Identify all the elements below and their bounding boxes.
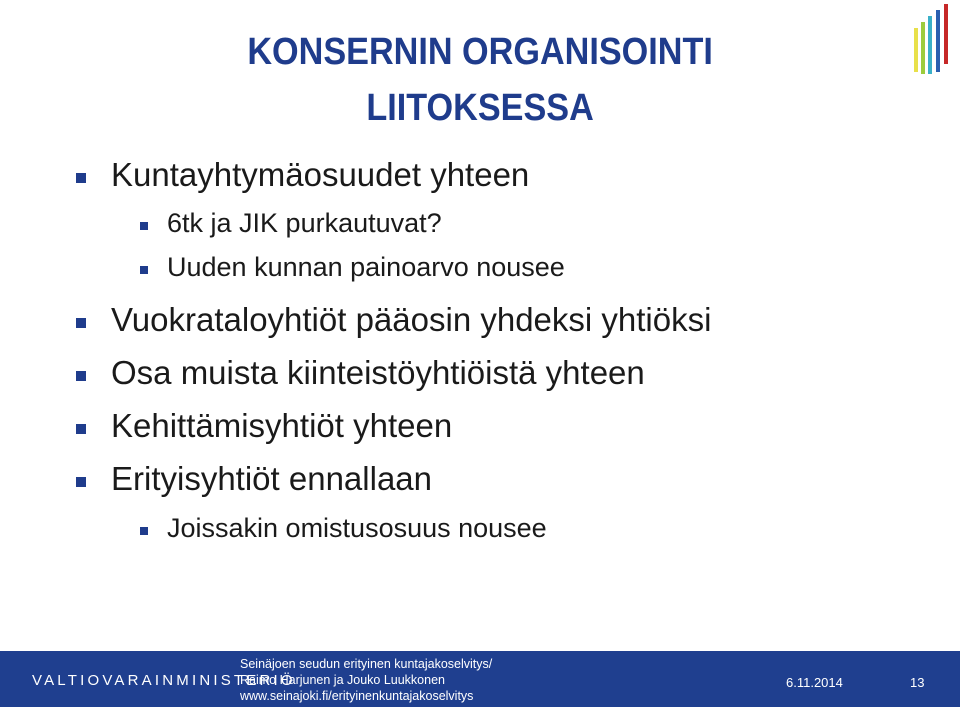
bullet-text: Kehittämisyhtiöt yhteen	[111, 407, 453, 444]
slide-title-line-2: LIITOKSESSA	[366, 87, 594, 129]
slide-title-line-1: KONSERNIN ORGANISOINTI	[247, 31, 713, 73]
logo-bars-icon	[912, 4, 956, 80]
bullet-text: 6tk ja JIK purkautuvat?	[167, 208, 442, 238]
footer-source	[240, 656, 492, 704]
bullet-item	[167, 252, 565, 283]
square-bullet-icon	[76, 477, 86, 487]
bullet-text: Uuden kunnan painoarvo nousee	[167, 252, 565, 282]
square-bullet-icon	[140, 527, 148, 535]
square-bullet-icon	[76, 371, 86, 381]
footer-source-line-2: Raimo Harjunen ja Jouko Luukkonen	[240, 673, 445, 687]
bullet-text: Vuokrataloyhtiöt pääosin yhdeksi yhtiöksi	[111, 301, 712, 338]
bullet-item	[167, 208, 442, 239]
bullet-item	[111, 156, 529, 194]
square-bullet-icon	[140, 266, 148, 274]
footer-bar	[0, 651, 960, 707]
footer-source-line-3: www.seinajoki.fi/erityinenkuntajakoselvitys	[240, 689, 474, 703]
square-bullet-icon	[140, 222, 148, 230]
bullet-item	[111, 354, 645, 392]
bullet-text: Joissakin omistusosuus nousee	[167, 513, 547, 543]
footer-source-line-1: Seinäjoen seudun erityinen kuntajakoselvitys/	[240, 657, 493, 671]
bullet-item	[111, 301, 711, 339]
bullet-item	[167, 513, 547, 544]
page-number: 13	[910, 675, 925, 690]
square-bullet-icon	[76, 424, 86, 434]
bullet-text: Erityisyhtiöt ennallaan	[111, 460, 433, 497]
square-bullet-icon	[76, 173, 86, 183]
slide-title	[48, 24, 912, 136]
bullet-text: Osa muista kiinteistöyhtiöistä yhteen	[111, 354, 645, 391]
bullet-text: Kuntayhtymäosuudet yhteen	[111, 156, 530, 193]
footer-date: 6.11.2014	[786, 675, 843, 690]
bullet-item	[111, 407, 452, 445]
square-bullet-icon	[76, 318, 86, 328]
ministry-logo-text: VALTIOVARAINMINISTERIÖ	[32, 672, 296, 689]
bullet-item	[111, 460, 432, 498]
